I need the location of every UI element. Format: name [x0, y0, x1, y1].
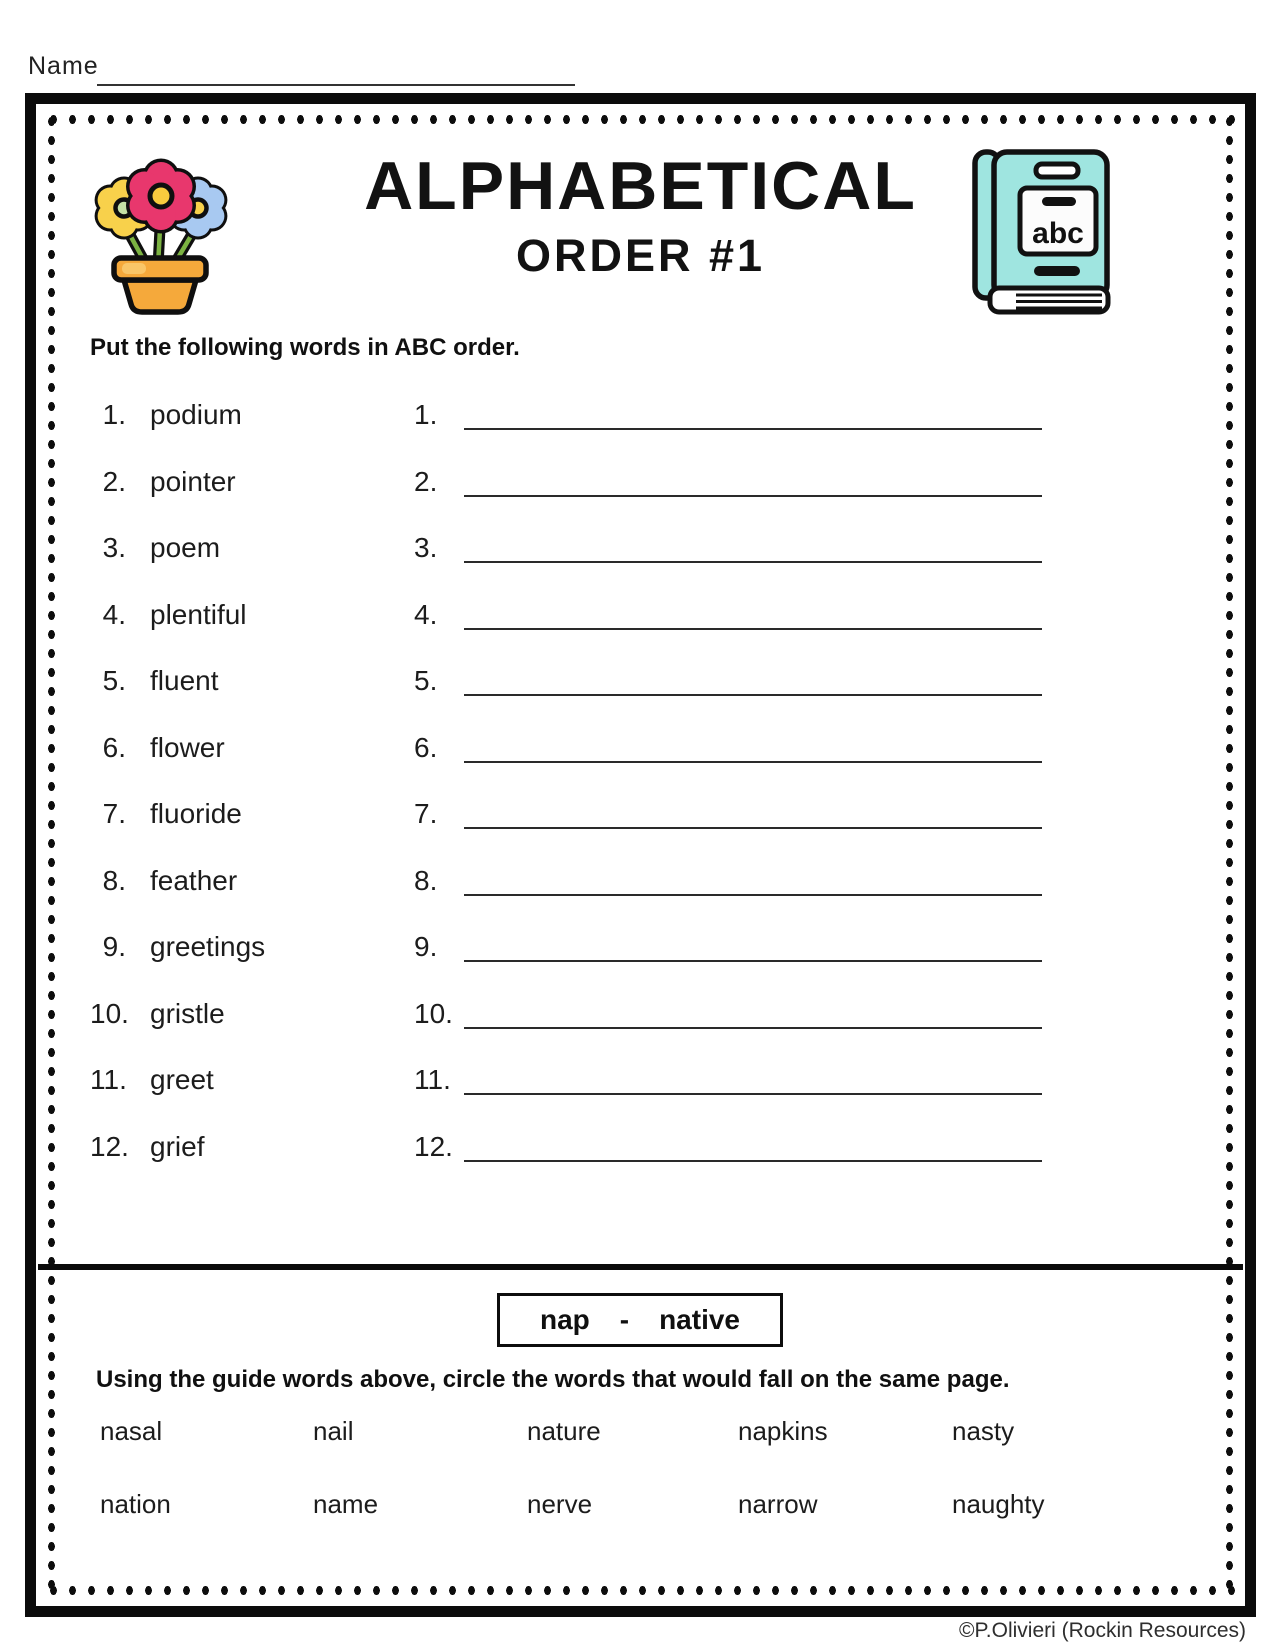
word-list-row: [90, 981, 1042, 1048]
answer-blank-line: [464, 428, 1042, 430]
dotted-border-bottom: [44, 1584, 1237, 1597]
word-item: poem: [150, 532, 221, 564]
word-list-row: [90, 1114, 1042, 1181]
circle-word: naughty: [952, 1489, 1045, 1519]
answer-number: 6.: [414, 731, 438, 763]
guide-word-right: native: [659, 1304, 741, 1335]
word-list-row: [90, 848, 1042, 915]
name-label: Name: [28, 52, 99, 80]
word-item: grief: [150, 1130, 205, 1162]
answer-number: 3.: [414, 532, 438, 564]
word-item: greet: [150, 1064, 214, 1096]
word-list-row: [90, 515, 1042, 582]
word-item: podium: [150, 399, 242, 431]
word-number: 8.: [102, 864, 126, 896]
answer-blank-line: [464, 628, 1042, 630]
answer-number: 11.: [414, 1064, 451, 1096]
answer-blank-line: [464, 960, 1042, 962]
word-list: [90, 382, 1042, 1180]
answer-number: 12.: [414, 1130, 453, 1162]
answer-number: 10.: [414, 997, 453, 1029]
answer-blank-line: [464, 694, 1042, 696]
word-number: 4.: [102, 598, 126, 630]
guide-words-box: [497, 1293, 783, 1347]
answer-number: 1.: [414, 399, 438, 431]
copyright-credit: ©P.Olivieri (Rockin Resources): [959, 1619, 1246, 1642]
word-number: 6.: [102, 731, 126, 763]
dotted-border-right: [1223, 112, 1236, 1598]
answer-number: 2.: [414, 465, 438, 497]
word-item: plentiful: [150, 598, 247, 630]
answer-blank-line: [464, 1160, 1042, 1162]
word-number: 5.: [102, 665, 126, 697]
word-item: fluoride: [150, 798, 242, 830]
word-list-row: [90, 648, 1042, 715]
guide-word-left: nap: [539, 1304, 590, 1335]
guide-word-separator: -: [619, 1304, 630, 1335]
word-number: 1.: [102, 399, 126, 431]
circle-word: nasty: [952, 1416, 1015, 1446]
word-list-row: [90, 582, 1042, 649]
page-subtitle: ORDER #1: [515, 230, 766, 281]
word-list-row: [90, 382, 1042, 449]
word-number: 2.: [102, 465, 126, 497]
dotted-border-left: [45, 112, 58, 1598]
word-list-row: [90, 715, 1042, 782]
page-title: ALPHABETICAL: [364, 148, 917, 224]
circle-word: nerve: [527, 1489, 593, 1519]
word-number: 3.: [102, 532, 126, 564]
word-number: 9.: [102, 931, 126, 963]
word-number: 12.: [90, 1130, 129, 1162]
word-list-row: [90, 449, 1042, 516]
answer-number: 8.: [414, 864, 438, 896]
word-item: pointer: [150, 465, 236, 497]
word-item: flower: [150, 731, 225, 763]
word-item: feather: [150, 864, 238, 896]
abc-order-instruction: Put the following words in ABC order.: [90, 334, 520, 361]
answer-blank-line: [464, 827, 1042, 829]
answer-blank-line: [464, 561, 1042, 563]
abc-book-label: abc: [1032, 217, 1084, 250]
word-list-row: [90, 1047, 1042, 1114]
answer-blank-line: [464, 495, 1042, 497]
answer-blank-line: [464, 1027, 1042, 1029]
word-list-row: [90, 914, 1042, 981]
guide-words-instruction: Using the guide words above, circle the words that would fall on the same page.: [96, 1366, 1010, 1393]
word-list-row: [90, 781, 1042, 848]
circle-word: nasal: [100, 1416, 163, 1446]
circle-word: narrow: [738, 1489, 818, 1519]
dotted-border-top: [44, 113, 1237, 126]
answer-blank-line: [464, 761, 1042, 763]
word-item: greetings: [150, 931, 266, 963]
word-item: fluent: [150, 665, 219, 697]
answer-number: 9.: [414, 931, 438, 963]
worksheet-frame: [25, 93, 1256, 1617]
answer-blank-line: [464, 894, 1042, 896]
word-number: 10.: [90, 997, 129, 1029]
circle-words-row: [100, 1416, 1185, 1447]
answer-number: 5.: [414, 665, 438, 697]
word-item: gristle: [150, 997, 225, 1029]
word-number: 11.: [90, 1064, 127, 1096]
answer-number: 7.: [414, 798, 438, 830]
circle-word: nature: [527, 1416, 601, 1446]
circle-word: name: [313, 1489, 379, 1519]
section-divider: [38, 1264, 1243, 1270]
answer-number: 4.: [414, 598, 438, 630]
circle-word: napkins: [738, 1416, 828, 1446]
circle-word: nail: [313, 1416, 354, 1446]
abc-book-icon: [970, 146, 1112, 318]
name-blank-line: [97, 84, 575, 86]
word-number: 7.: [102, 798, 126, 830]
circle-word: nation: [100, 1489, 171, 1519]
circle-words-row: [100, 1489, 1185, 1520]
answer-blank-line: [464, 1093, 1042, 1095]
